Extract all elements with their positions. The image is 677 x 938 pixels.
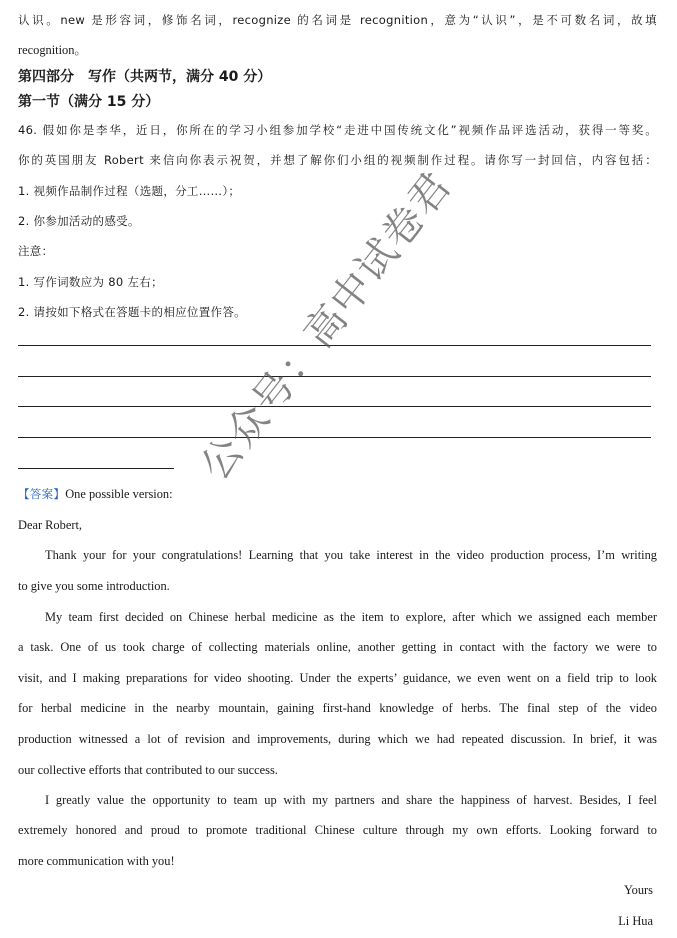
answer-intro: One possible version:: [65, 487, 173, 501]
paragraph-2-line-3: visit, and I making preparations for video shooting. Under the experts’ guidance, we even went on a field trip to look: [18, 671, 657, 685]
paragraph-3-line-1: I greatly value the opportunity to team up with my partners and share the happiness of harvest. Besides, I feel: [45, 793, 657, 807]
paragraph-2-line-6: our collective efforts that contributed to our success.: [18, 763, 278, 777]
section-part-title: 第四部分 写作（共两节，满分 40 分）: [18, 69, 272, 85]
paragraph-2-line-1: My team first decided on Chinese herbal medicine as the item to explore, after which we assigned each member: [45, 610, 657, 624]
question-line-2: 你的英国朋友 Robert 来信向你表示祝贺，并想了解你们小组的视频制作过程。请你写一封回信，内容包括：: [18, 153, 657, 167]
paragraph-2-line-4: for herbal medicine in the nearby mountain, gaining first-hand knowledge of herbs. The final step of the video: [18, 701, 657, 715]
paragraph-1-line-2: to give you some introduction.: [18, 579, 170, 593]
answer-tag: 【答案】: [18, 487, 66, 501]
answer-blank-line: [18, 376, 651, 377]
note-item-1: 1. 写作词数应为 80 左右；: [18, 275, 163, 289]
answer-heading: [18, 486, 657, 502]
paragraph-2-line-5: production witnessed a lot of revision and improvements, during which we had repeated discussion. In brief, it was: [18, 732, 657, 746]
answer-blank-line: [18, 437, 651, 438]
letter-greeting: Dear Robert,: [18, 518, 82, 532]
question-item-1: 1. 视频作品制作过程（选题，分工……）；: [18, 184, 241, 198]
question-line-1: 46. 假如你是李华，近日，你所在的学习小组参加学校“走进中国传统文化”视频作品评选活动，获得一等奖。: [18, 123, 657, 137]
answer-blank-line: [18, 406, 651, 407]
paragraph-1-line-1: Thank your for your congratulations! Learning that you take interest in the video production process, I’m writing: [45, 548, 657, 562]
paragraph-2-line-2: a task. One of us took charge of collecting materials online, another getting in contact with the factory we were to: [18, 640, 657, 654]
prev-answer-line-1: 认识。new 是形容词，修饰名词，recognize 的名词是 recognition，意为“认识”，是不可数名词，故填: [18, 13, 657, 27]
question-item-2: 2. 你参加活动的感受。: [18, 214, 140, 228]
paragraph-3-line-3: more communication with you!: [18, 854, 175, 868]
letter-signature: Li Hua: [618, 914, 653, 928]
paragraph-3-line-2: extremely honored and proud to promote traditional Chinese culture through my own efforts. Looking forward to: [18, 823, 657, 837]
answer-blank-line-short: [18, 468, 174, 469]
prev-answer-line-2: recognition。: [18, 43, 87, 57]
note-item-2: 2. 请按如下格式在答题卡的相应位置作答。: [18, 305, 246, 319]
section-sub-title: 第一节（满分 15 分）: [18, 94, 160, 110]
note-label: 注意：: [18, 244, 54, 258]
watermark: 公众号：高中试卷君: [192, 162, 462, 489]
letter-closing: Yours: [623, 883, 653, 897]
